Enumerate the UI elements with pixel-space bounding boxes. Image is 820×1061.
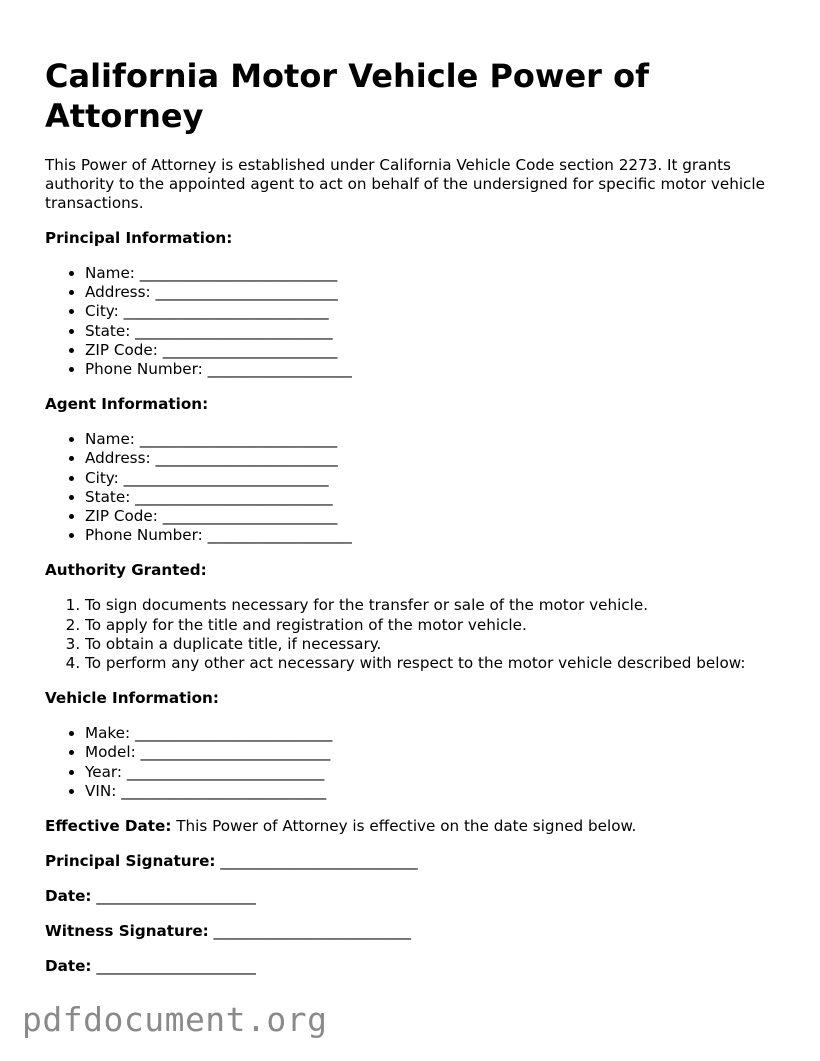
signature-blank[interactable]: __________________________ [220, 852, 418, 871]
field-blank[interactable]: ________________________ [155, 283, 338, 302]
vehicle-year-field[interactable] [85, 763, 785, 782]
authority-item: 2. To apply for the title and registration of the motor vehicle. [85, 616, 785, 635]
field-label: State: [85, 321, 131, 340]
effective-date-label: Effective Date: [45, 817, 172, 836]
principal-signature-line[interactable] [45, 852, 785, 871]
field-blank[interactable]: __________________________ [135, 487, 333, 506]
field-blank[interactable]: ___________________ [207, 360, 352, 379]
field-blank[interactable]: __________________________ [134, 724, 333, 743]
signature-label: Witness Signature: [45, 922, 209, 941]
field-blank[interactable]: ________________________ [155, 449, 338, 468]
document-page [45, 56, 785, 976]
field-label: City: [85, 302, 119, 321]
watermark: pdfdocument.org [22, 1000, 328, 1039]
field-blank[interactable]: ___________________ [207, 526, 352, 545]
vehicle-vin-field[interactable] [85, 782, 785, 801]
date-blank[interactable]: _____________________ [96, 957, 256, 976]
field-blank[interactable]: ___________________________ [123, 468, 329, 487]
vehicle-model-field[interactable] [85, 743, 785, 762]
field-blank[interactable]: ___________________________ [123, 302, 329, 321]
field-label: Model: [85, 743, 136, 762]
field-label: ZIP Code: [85, 340, 158, 359]
principal-heading: Principal Information: [45, 229, 233, 247]
date-label: Date: [45, 887, 92, 906]
agent-heading: Agent Information: [45, 395, 209, 414]
agent-state-field[interactable] [85, 488, 785, 507]
principal-date-line[interactable] [45, 887, 785, 906]
agent-city-field[interactable] [85, 469, 785, 488]
field-blank[interactable]: _________________________ [140, 743, 331, 762]
field-label: Phone Number: [85, 526, 203, 545]
principal-address-field[interactable] [85, 283, 785, 302]
intro-paragraph: This Power of Attorney is established under California Vehicle Code section 2273. It grants authority to the appointed agent to act on behalf of the undersigned for specific motor vehicle transactions. [45, 156, 765, 212]
principal-zip-field[interactable] [85, 341, 785, 360]
signature-blank[interactable]: __________________________ [213, 922, 411, 941]
field-label: Name: [85, 264, 135, 282]
field-blank[interactable]: _______________________ [162, 340, 338, 359]
principal-name-field[interactable] [85, 264, 785, 283]
field-blank[interactable]: __________________________ [126, 762, 325, 781]
field-label: City: [85, 468, 119, 487]
field-label: State: [85, 487, 131, 506]
authority-item: 4. To perform any other act necessary with respect to the motor vehicle described below: [85, 654, 785, 673]
vehicle-fields-list [45, 724, 785, 801]
date-label: Date: [45, 957, 92, 976]
field-blank[interactable]: _______________________ [162, 507, 338, 526]
authority-heading: Authority Granted: [45, 561, 207, 580]
signature-label: Principal Signature: [45, 852, 216, 871]
witness-signature-line[interactable] [45, 922, 785, 941]
authority-item: 1. To sign documents necessary for the transfer or sale of the motor vehicle. [85, 596, 785, 615]
field-label: Phone Number: [85, 360, 203, 379]
document-title: California Motor Vehicle Power of Attorney [45, 57, 649, 135]
date-blank[interactable]: _____________________ [96, 887, 256, 906]
vehicle-heading: Vehicle Information: [45, 689, 219, 708]
vehicle-make-field[interactable] [85, 724, 785, 743]
agent-address-field[interactable] [85, 449, 785, 468]
field-blank[interactable]: __________________________ [139, 430, 338, 449]
field-label: Address: [85, 449, 151, 468]
field-label: Name: [85, 430, 135, 449]
field-label: VIN: [85, 781, 117, 800]
field-blank[interactable]: __________________________ [139, 264, 338, 282]
principal-fields-list [45, 264, 785, 379]
principal-state-field[interactable] [85, 322, 785, 341]
witness-date-line[interactable] [45, 957, 785, 976]
field-label: ZIP Code: [85, 507, 158, 526]
field-label: Make: [85, 724, 131, 743]
effective-date-paragraph [45, 817, 785, 836]
field-blank[interactable]: __________________________ [135, 321, 333, 340]
authority-list [45, 596, 785, 673]
agent-name-field[interactable] [85, 430, 785, 449]
principal-phone-field[interactable] [85, 360, 785, 379]
agent-fields-list [45, 430, 785, 545]
principal-city-field[interactable] [85, 302, 785, 321]
field-blank[interactable]: ___________________________ [121, 781, 327, 800]
effective-date-text: This Power of Attorney is effective on the date signed below. [176, 817, 637, 836]
field-label: Year: [85, 762, 123, 781]
field-label: Address: [85, 283, 151, 302]
agent-zip-field[interactable] [85, 507, 785, 526]
agent-phone-field[interactable] [85, 526, 785, 545]
authority-item: 3. To obtain a duplicate title, if necessary. [85, 635, 785, 654]
